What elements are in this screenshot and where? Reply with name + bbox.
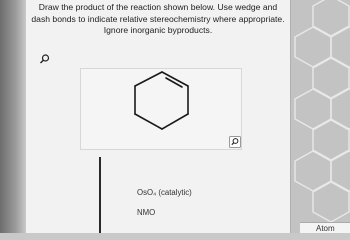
window-left-edge (0, 0, 26, 233)
hexagon-grid-icon (291, 0, 350, 233)
reagent-nmo: NMO (137, 208, 156, 217)
zoom-icon[interactable] (229, 135, 241, 153)
atom-tool-label[interactable]: Atom (300, 222, 350, 233)
question-text: Draw the product of the reaction shown below. Use wedge and dash bonds to indicate relative stereochemistry where appropriate. Ignore inorganic byproducts. (31, 2, 285, 35)
reagent-osmium: OsO₄ (catalytic) (137, 188, 192, 197)
starting-material-box (80, 68, 242, 150)
cyclohexene-structure (81, 69, 241, 149)
reaction-arrow (99, 157, 101, 233)
hexagon-template-panel[interactable] (290, 0, 350, 233)
zoom-in-icon[interactable] (39, 52, 51, 70)
